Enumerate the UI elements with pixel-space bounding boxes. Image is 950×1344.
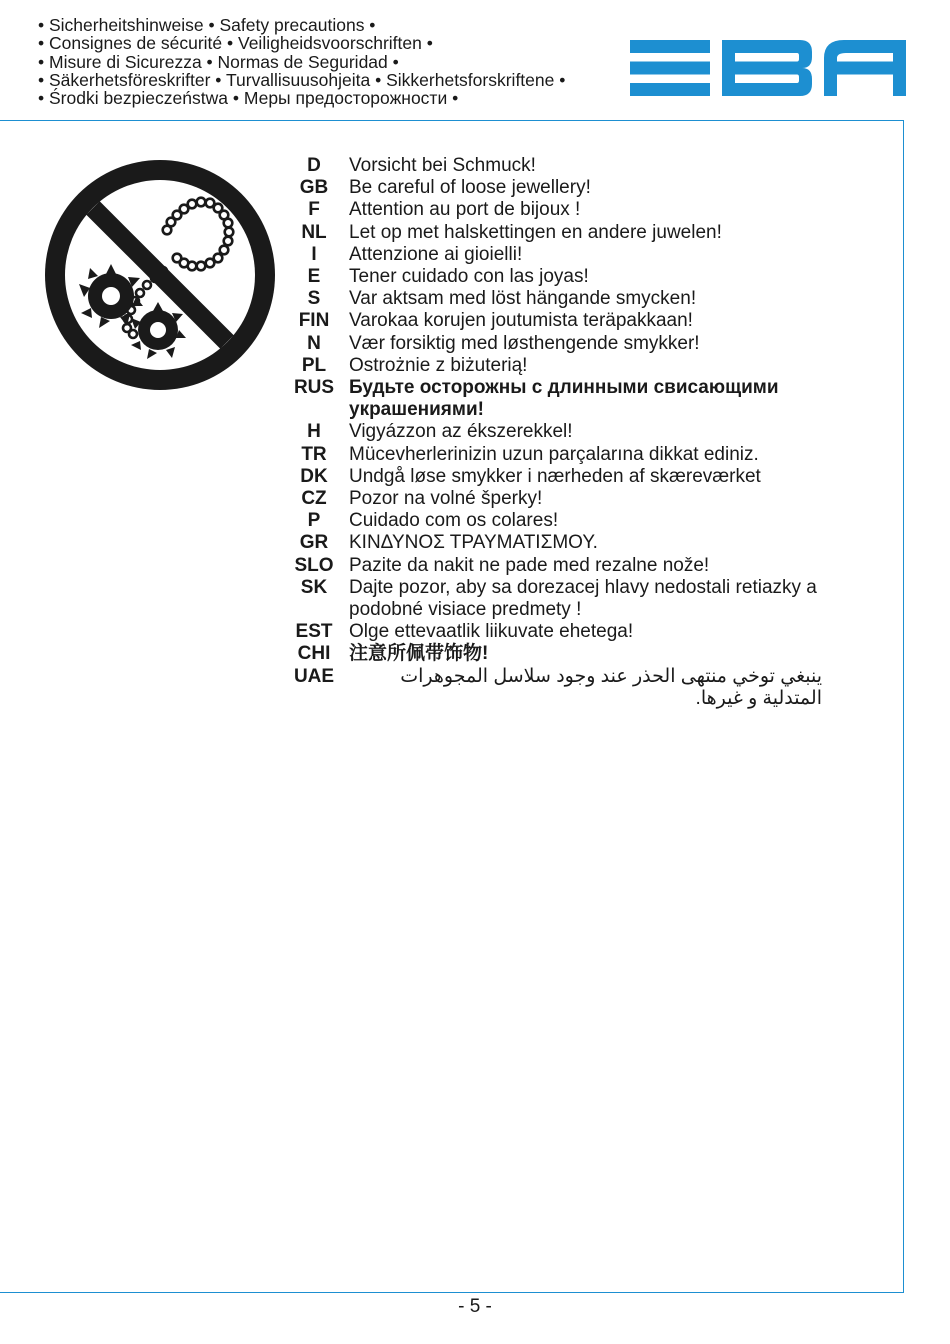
- warning-row: [290, 532, 860, 554]
- language-code: F: [308, 199, 320, 221]
- warning-row: [290, 488, 860, 510]
- warning-text: ينبغي توخي منتهى الحذر عند وجود سلاسل المجوهرات المتدلية و غيرها.: [400, 665, 822, 709]
- language-code: GB: [299, 177, 329, 199]
- warning-text: Vær forsiktig med løsthengende smykker!: [349, 332, 700, 354]
- language-code: CZ: [301, 488, 327, 510]
- warning-text: Pozor na volné šperky!: [349, 488, 543, 510]
- header-line: • Säkerhetsföreskrifter • Turvallisuusohjeita • Sikkerhetsforskriftene •: [38, 69, 566, 90]
- language-code: S: [307, 288, 321, 310]
- warning-text: ΚΙΝΔΥΝΟΣ ΤΡΑΥΜΑΤΙΣΜΟΥ.: [349, 532, 598, 554]
- warning-text: Pazite da nakit ne pade med rezalne nože!: [349, 554, 710, 576]
- warning-row: [290, 510, 860, 532]
- warning-row: [290, 643, 860, 665]
- warning-text: Dajte pozor, aby sa dorezacej hlavy nedostali retiazky a podobné visiace predmety !: [349, 576, 817, 621]
- warning-text: Будьте осторожны с длинными свисающими украшениями!: [349, 377, 779, 421]
- warning-row: [290, 155, 860, 177]
- warning-text: Attention au port de bijoux !: [349, 199, 581, 221]
- warning-text: 注意所佩带饰物!: [349, 643, 489, 665]
- header-line: • Misure di Sicurezza • Normas de Seguridad •: [38, 51, 399, 72]
- warning-text: Varokaa korujen joutumista teräpakkaan!: [349, 310, 693, 332]
- warning-row: [290, 310, 860, 332]
- warning-row: [290, 222, 860, 244]
- page-number: - 5 -: [458, 1296, 492, 1317]
- header-line: • Consignes de sécurité • Veiligheidsvoorschriften •: [38, 33, 433, 54]
- warning-text: Tener cuidado con las joyas!: [349, 266, 589, 288]
- language-code: N: [307, 332, 321, 354]
- language-code: EST: [295, 621, 333, 643]
- language-code: SLO: [294, 554, 334, 576]
- warning-text: Var aktsam med löst hängande smycken!: [349, 288, 697, 310]
- warning-text: Undgå løse smykker i nærheden af skæreværket: [349, 465, 761, 487]
- language-code: GR: [299, 532, 329, 554]
- warning-text: Let op met halskettingen en andere juwelen!: [349, 221, 722, 243]
- warning-row: [290, 621, 860, 643]
- warning-text: Ostrożnie z biżuterią!: [349, 354, 528, 376]
- warning-row: [290, 555, 860, 577]
- warning-row: [290, 177, 860, 199]
- warning-row: [290, 244, 860, 266]
- warning-text: Be careful of loose jewellery!: [349, 177, 591, 199]
- header-title-list: [38, 16, 628, 107]
- warning-row: [290, 266, 860, 288]
- warning-text: Vigyázzon az ékszerekkel!: [349, 421, 573, 443]
- warning-row: [290, 333, 860, 355]
- warning-list: [290, 155, 860, 710]
- warning-row: [290, 421, 860, 443]
- header-line: • Sicherheitshinweise • Safety precautions •: [38, 15, 376, 35]
- language-code: SK: [300, 576, 328, 598]
- language-code: PL: [301, 354, 327, 376]
- warning-row: [290, 199, 860, 221]
- warning-row: [290, 466, 860, 488]
- warning-row: [290, 444, 860, 466]
- language-code: UAE: [293, 665, 335, 687]
- language-code: E: [307, 266, 321, 288]
- language-code: D: [307, 155, 321, 176]
- warning-text: Cuidado com os colares!: [349, 510, 559, 532]
- warning-text: Mücevherlerinizin uzun parçalarına dikkat ediniz.: [349, 443, 759, 465]
- header-line: • Środki bezpieczeństwa • Меры предосторожности •: [38, 88, 459, 109]
- language-code: P: [307, 510, 321, 532]
- language-code: I: [311, 243, 317, 265]
- language-code: CHI: [297, 643, 331, 665]
- warning-row: [290, 377, 860, 421]
- language-code: NL: [301, 221, 327, 243]
- warning-row: [290, 577, 860, 621]
- language-code: TR: [301, 443, 327, 465]
- warning-row: [290, 666, 860, 710]
- warning-row: [290, 288, 860, 310]
- warning-text: Attenzione ai gioielli!: [349, 243, 523, 265]
- warning-row: [290, 355, 860, 377]
- language-code: H: [307, 421, 321, 443]
- language-code: FIN: [298, 310, 330, 332]
- warning-text: Olge ettevaatlik liikuvate ehetega!: [349, 621, 634, 643]
- warning-text: Vorsicht bei Schmuck!: [349, 155, 536, 176]
- no-jewellery-sign-icon: [43, 158, 277, 392]
- language-code: DK: [300, 465, 328, 487]
- language-code: RUS: [293, 377, 335, 399]
- eba-logo: [630, 40, 906, 96]
